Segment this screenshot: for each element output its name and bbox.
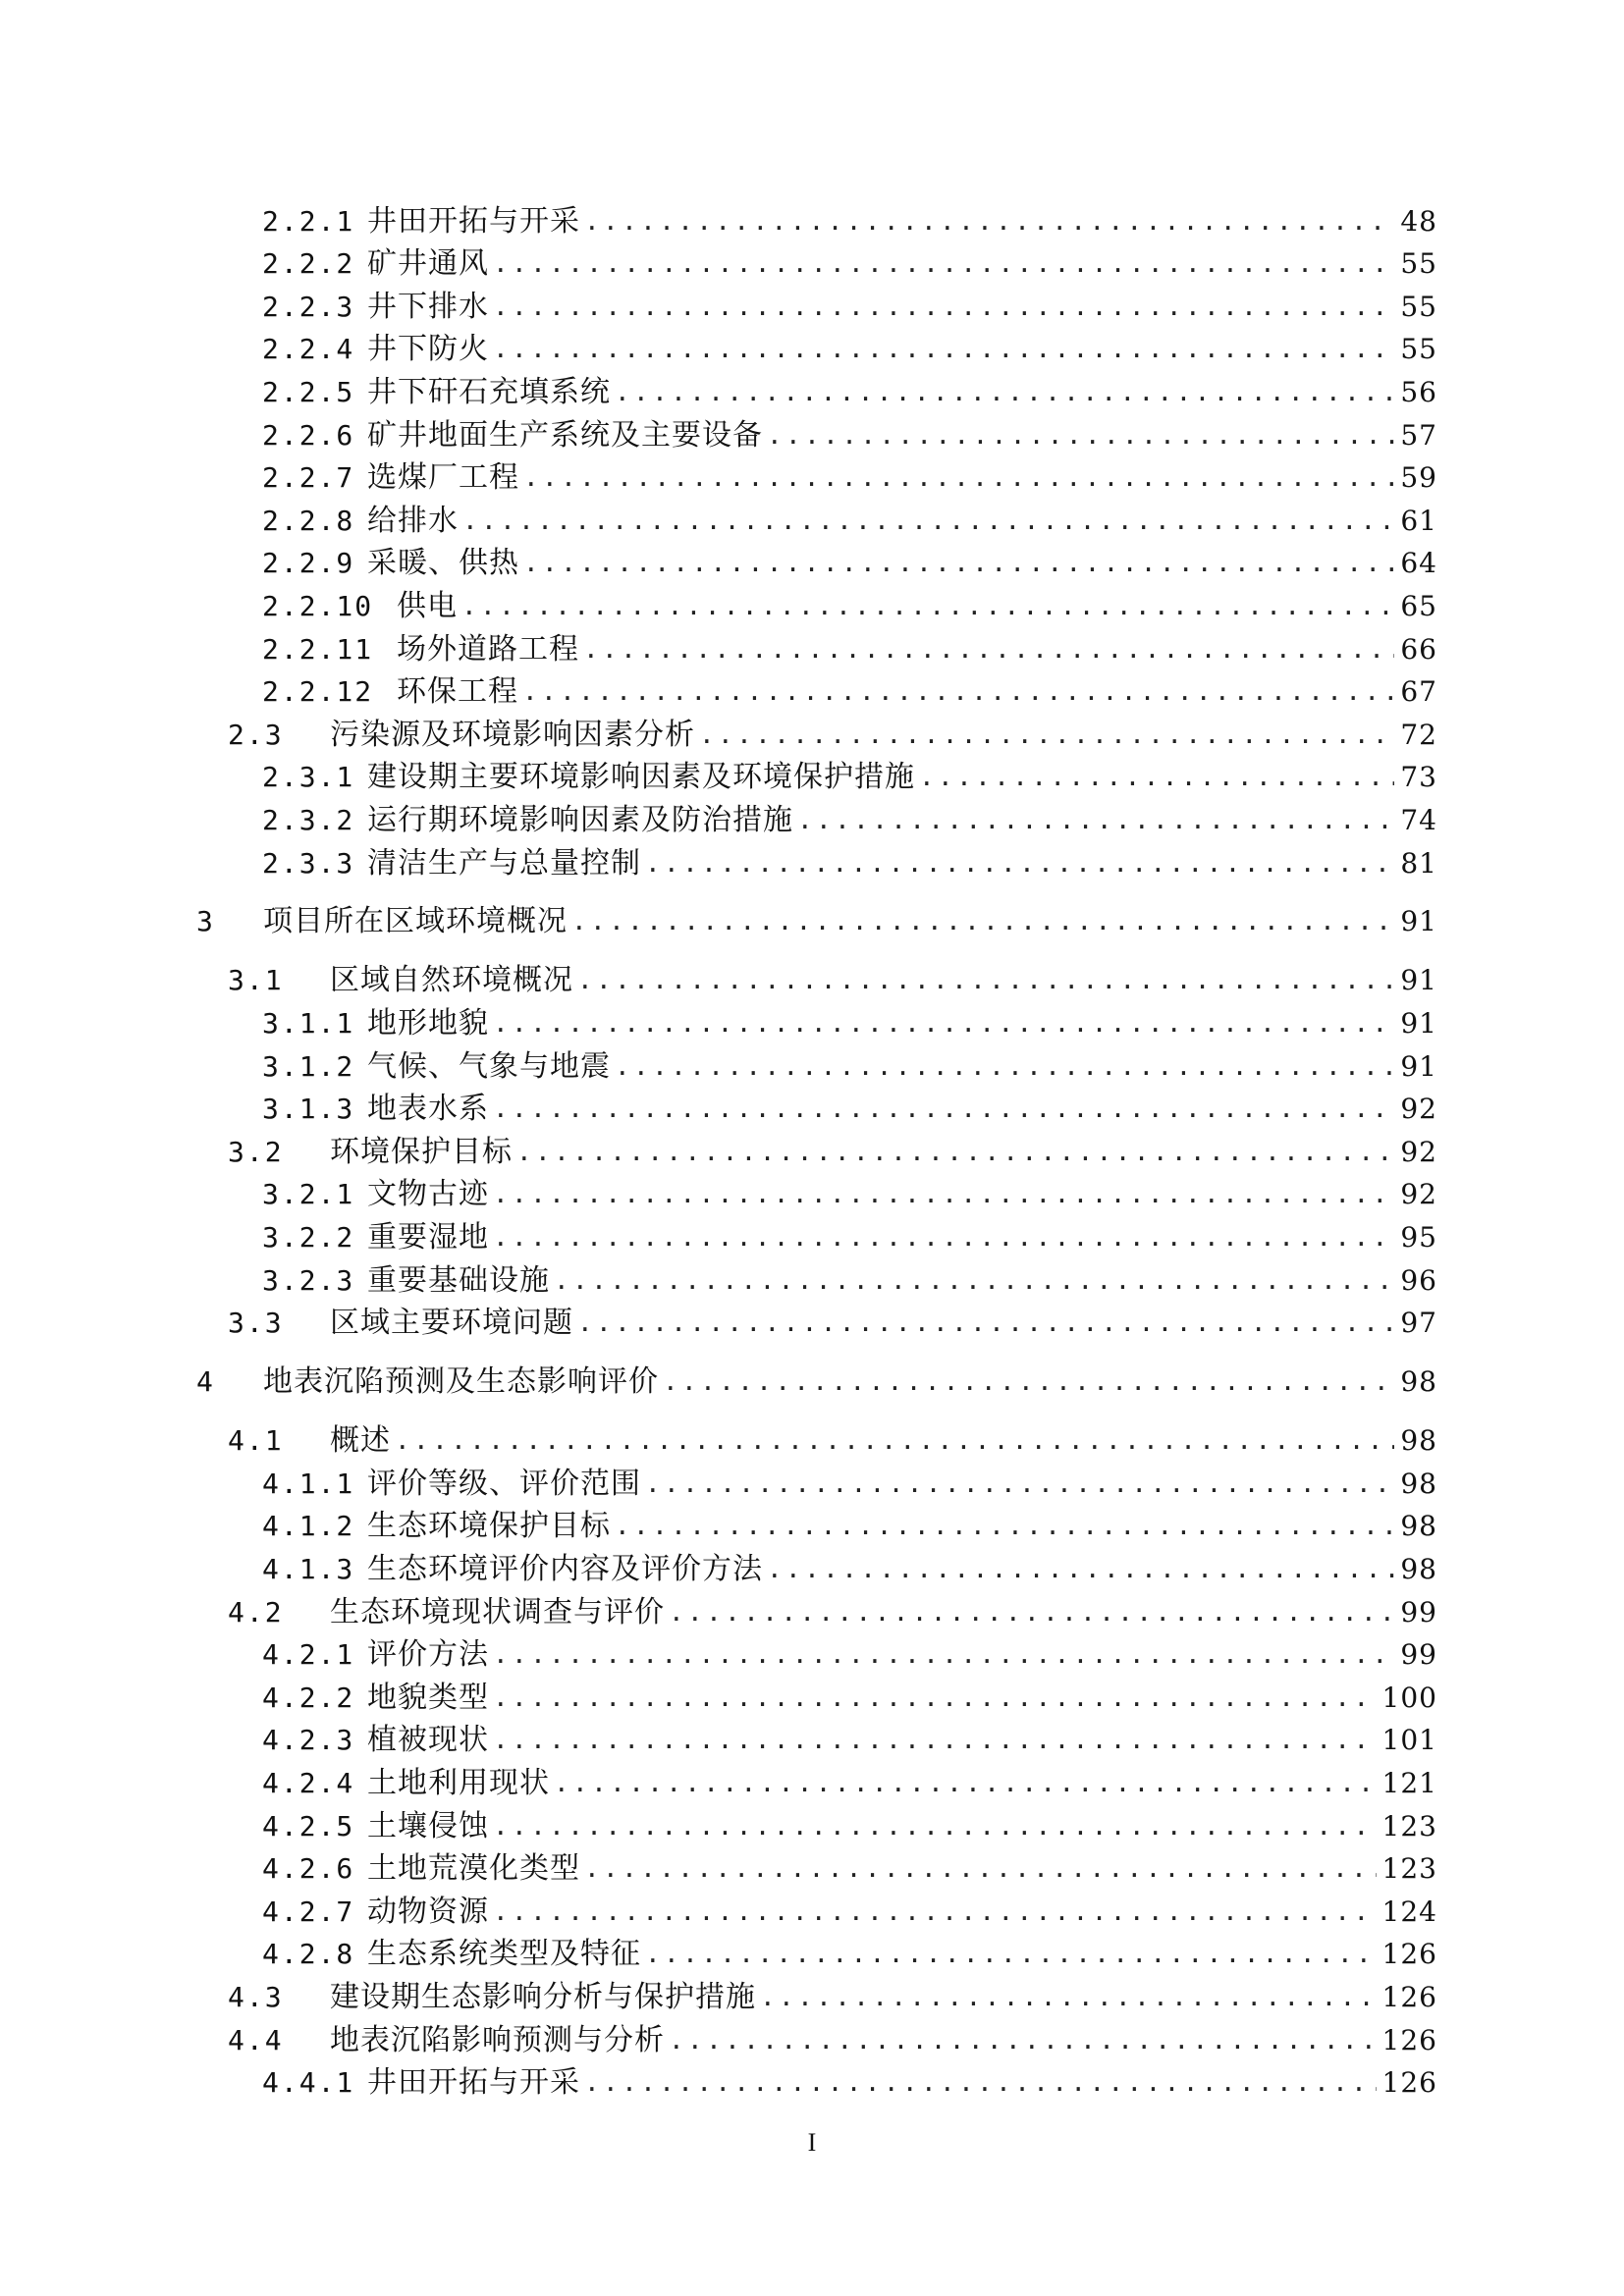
- toc-entry[interactable]: [196, 2060, 1437, 2104]
- toc-entry-title: 概述: [330, 1423, 391, 1459]
- toc-entry-number: 2.2.9: [262, 547, 355, 580]
- toc-entry-title: 区域主要环境问题: [330, 1306, 573, 1341]
- dot-leader: [493, 244, 1394, 284]
- toc-entry-title: 污染源及环境影响因素分析: [330, 717, 695, 752]
- toc-entry-page: 57: [1400, 418, 1437, 452]
- toc-entry[interactable]: [196, 1087, 1437, 1130]
- dot-leader: [919, 758, 1394, 797]
- toc-entry[interactable]: [196, 669, 1437, 713]
- toc-entry-title: 矿井通风: [367, 246, 489, 282]
- toc-entry-page: 92: [1400, 1093, 1437, 1126]
- toc-entry-title: 地表沉陷预测及生态影响评价: [263, 1364, 659, 1400]
- toc-entry-page: 98: [1400, 1467, 1437, 1500]
- toc-entry-number: 4.4: [228, 2023, 284, 2056]
- toc-entry-number: 2.2.6: [262, 418, 355, 452]
- dot-leader: [577, 961, 1394, 1000]
- dot-leader: [523, 458, 1394, 498]
- page-number-footer: I: [807, 2128, 817, 2157]
- dot-leader: [522, 672, 1394, 712]
- toc-entry[interactable]: [196, 1932, 1437, 1975]
- toc-entry[interactable]: [196, 1504, 1437, 1547]
- toc-entry-number: 3.2.3: [262, 1263, 355, 1297]
- toc-entry-page: 126: [1381, 2066, 1437, 2100]
- toc-entry[interactable]: [196, 1214, 1437, 1257]
- toc-entry[interactable]: [196, 755, 1437, 798]
- toc-entry-number: 2.2.4: [262, 333, 355, 366]
- toc-entry-title: 重要基础设施: [367, 1262, 550, 1298]
- toc-entry-page: 98: [1400, 1510, 1437, 1543]
- toc-entry-page: 59: [1400, 461, 1437, 495]
- dot-leader: [493, 1218, 1394, 1257]
- toc-entry-number: 3: [196, 905, 215, 938]
- toc-entry[interactable]: [196, 1418, 1437, 1462]
- toc-entry-title: 生态环境评价内容及评价方法: [367, 1551, 763, 1586]
- toc-entry-page: 126: [1381, 1980, 1437, 2013]
- toc-entry-title: 评价等级、评价范围: [367, 1466, 641, 1501]
- toc-entry-page: 91: [1400, 964, 1437, 997]
- toc-entry[interactable]: [196, 455, 1437, 499]
- toc-entry-title: 项目所在区域环境概况: [263, 904, 568, 939]
- toc-entry[interactable]: [196, 1760, 1437, 1803]
- toc-entry[interactable]: [196, 369, 1437, 412]
- toc-entry-page: 126: [1381, 1938, 1437, 1971]
- dot-leader: [493, 288, 1394, 327]
- toc-entry-page: 55: [1400, 290, 1437, 323]
- dot-leader: [493, 1893, 1377, 1932]
- toc-entry-number: 2.2.11: [262, 632, 374, 666]
- toc-entry-page: 91: [1400, 1007, 1437, 1041]
- toc-entry-title: 矿井地面生产系统及主要设备: [367, 417, 763, 453]
- dot-leader: [615, 1507, 1394, 1546]
- toc-entry-number: 4.3: [228, 1980, 284, 2013]
- toc-entry[interactable]: [196, 327, 1437, 370]
- toc-entry-title: 区域自然环境概况: [330, 963, 573, 998]
- toc-entry-title: 采暖、供热: [367, 546, 519, 581]
- dot-leader: [645, 844, 1394, 883]
- toc-entry-number: 2.2.2: [262, 247, 355, 281]
- dot-leader: [584, 202, 1394, 241]
- table-of-contents: [196, 198, 1437, 2103]
- toc-entry[interactable]: [196, 712, 1437, 755]
- toc-entry[interactable]: [196, 1257, 1437, 1301]
- toc-entry-number: 4.2.4: [262, 1766, 355, 1799]
- toc-entry-number: 4: [196, 1365, 215, 1399]
- dot-leader: [645, 1935, 1377, 1974]
- toc-entry-number: 4.2.2: [262, 1681, 355, 1714]
- dot-leader: [493, 1721, 1377, 1760]
- toc-entry-title: 清洁生产与总量控制: [367, 845, 641, 881]
- dot-leader: [493, 1635, 1394, 1675]
- toc-entry-title: 土壤侵蚀: [367, 1808, 489, 1843]
- toc-entry-page: 55: [1400, 247, 1437, 281]
- toc-entry-page: 91: [1400, 1049, 1437, 1083]
- dot-leader: [699, 716, 1394, 755]
- toc-entry-title: 土地利用现状: [367, 1765, 550, 1800]
- toc-entry-number: 2.3: [228, 718, 284, 751]
- toc-entry[interactable]: [196, 1974, 1437, 2017]
- toc-entry-page: 99: [1400, 1638, 1437, 1672]
- toc-entry-title: 地表沉陷影响预测与分析: [330, 2022, 665, 2057]
- toc-entry-page: 67: [1400, 675, 1437, 709]
- dot-leader: [663, 1362, 1394, 1402]
- toc-entry-title: 环保工程: [397, 674, 518, 710]
- toc-entry-number: 4.1.3: [262, 1552, 355, 1585]
- toc-entry-page: 98: [1400, 1552, 1437, 1585]
- toc-entry[interactable]: [196, 241, 1437, 285]
- toc-entry-title: 文物古迹: [367, 1177, 489, 1212]
- toc-entry-page: 123: [1381, 1809, 1437, 1842]
- toc-entry-page: 66: [1400, 632, 1437, 666]
- toc-entry-title: 生态环境保护目标: [367, 1509, 611, 1544]
- toc-entry-number: 3.2: [228, 1135, 284, 1168]
- toc-entry[interactable]: [196, 284, 1437, 327]
- toc-entry[interactable]: [196, 1461, 1437, 1504]
- toc-entry-number: 4.2.1: [262, 1638, 355, 1672]
- dot-leader: [523, 544, 1394, 583]
- toc-entry-page: 101: [1381, 1724, 1437, 1757]
- toc-entry[interactable]: [196, 626, 1437, 669]
- toc-entry-number: 2.3.1: [262, 761, 355, 794]
- toc-entry-number: 2.2.8: [262, 504, 355, 537]
- toc-entry[interactable]: [196, 2017, 1437, 2060]
- toc-entry-title: 井田开拓与开采: [367, 2065, 580, 2101]
- toc-entry-number: 4.2.3: [262, 1724, 355, 1757]
- dot-leader: [516, 1133, 1394, 1172]
- toc-entry-page: 126: [1381, 2023, 1437, 2056]
- toc-entry-page: 98: [1400, 1365, 1437, 1399]
- toc-entry[interactable]: [196, 1632, 1437, 1676]
- toc-entry-title: 建设期生态影响分析与保护措施: [330, 1979, 756, 2014]
- toc-entry-page: 98: [1400, 1424, 1437, 1458]
- toc-entry[interactable]: [196, 797, 1437, 840]
- toc-entry-title: 地形地貌: [367, 1006, 489, 1041]
- toc-entry-title: 动物资源: [367, 1894, 489, 1929]
- toc-entry-number: 4.1.2: [262, 1510, 355, 1543]
- toc-entry-title: 建设期主要环境影响因素及环境保护措施: [367, 760, 915, 795]
- dot-leader: [462, 502, 1394, 541]
- toc-entry[interactable]: [196, 1675, 1437, 1718]
- dot-leader: [493, 1679, 1377, 1718]
- dot-leader: [554, 1261, 1394, 1301]
- dot-leader: [571, 902, 1394, 941]
- dot-leader: [493, 1175, 1394, 1214]
- toc-entry-page: 61: [1400, 504, 1437, 537]
- dot-leader: [669, 2021, 1377, 2060]
- toc-entry-number: 4.2: [228, 1595, 284, 1629]
- toc-entry-number: 2.2.1: [262, 204, 355, 238]
- toc-entry-number: 2.2.7: [262, 461, 355, 495]
- toc-entry[interactable]: [196, 840, 1437, 883]
- toc-entry-page: 81: [1400, 846, 1437, 880]
- toc-entry[interactable]: [196, 1000, 1437, 1043]
- toc-entry-title: 场外道路工程: [397, 631, 579, 667]
- toc-entry-number: 3.1.3: [262, 1093, 355, 1126]
- toc-entry[interactable]: [196, 1043, 1437, 1087]
- toc-entry-page: 56: [1400, 375, 1437, 408]
- dot-leader: [669, 1593, 1394, 1632]
- toc-entry-page: 121: [1381, 1766, 1437, 1799]
- toc-entry[interactable]: [196, 1129, 1437, 1172]
- dot-leader: [554, 1764, 1377, 1803]
- toc-entry-title: 供电: [397, 588, 458, 623]
- toc-entry-chapter[interactable]: [196, 899, 1437, 942]
- toc-entry[interactable]: [196, 1889, 1437, 1932]
- toc-entry-number: 2.2.10: [262, 589, 374, 622]
- toc-entry-number: 4.1.1: [262, 1467, 355, 1500]
- toc-entry-title: 生态系统类型及特征: [367, 1937, 641, 1972]
- dot-leader: [493, 1004, 1394, 1043]
- toc-entry[interactable]: [196, 1301, 1437, 1344]
- toc-entry-number: 4.2.6: [262, 1852, 355, 1886]
- toc-entry-page: 74: [1400, 803, 1437, 836]
- dot-leader: [461, 587, 1394, 626]
- toc-entry-title: 井下矸石充填系统: [367, 374, 611, 409]
- toc-entry-number: 2.2.3: [262, 290, 355, 323]
- toc-entry-page: 73: [1400, 761, 1437, 794]
- toc-entry-number: 4.2.5: [262, 1809, 355, 1842]
- toc-entry-title: 选煤厂工程: [367, 460, 519, 496]
- toc-entry-number: 2.2.5: [262, 375, 355, 408]
- dot-leader: [584, 1849, 1377, 1889]
- toc-entry-number: 2.2.12: [262, 675, 374, 709]
- toc-entry-title: 重要湿地: [367, 1220, 489, 1255]
- toc-entry-title: 给排水: [367, 503, 459, 538]
- toc-entry-page: 124: [1381, 1895, 1437, 1928]
- toc-entry-page: 123: [1381, 1852, 1437, 1886]
- toc-entry-number: 4.2.7: [262, 1895, 355, 1928]
- dot-leader: [395, 1421, 1394, 1461]
- toc-entry[interactable]: [196, 1846, 1437, 1890]
- dot-leader: [760, 1978, 1377, 2017]
- toc-entry[interactable]: [196, 583, 1437, 626]
- toc-entry-title: 环境保护目标: [330, 1134, 513, 1169]
- toc-entry-page: 91: [1400, 905, 1437, 938]
- toc-entry[interactable]: [196, 198, 1437, 241]
- dot-leader: [577, 1304, 1394, 1343]
- toc-entry-title: 地表水系: [367, 1092, 489, 1127]
- toc-entry[interactable]: [196, 1589, 1437, 1632]
- toc-entry-number: 4.2.8: [262, 1938, 355, 1971]
- toc-entry[interactable]: [196, 498, 1437, 541]
- dot-leader: [493, 1090, 1394, 1129]
- toc-entry-page: 97: [1400, 1307, 1437, 1340]
- toc-entry-title: 气候、气象与地震: [367, 1048, 611, 1084]
- toc-entry-number: 3.1: [228, 964, 284, 997]
- toc-entry-page: 96: [1400, 1263, 1437, 1297]
- toc-entry[interactable]: [196, 958, 1437, 1001]
- dot-leader: [615, 373, 1394, 412]
- toc-entry-page: 64: [1400, 547, 1437, 580]
- toc-entry-page: 65: [1400, 589, 1437, 622]
- toc-entry-title: 土地荒漠化类型: [367, 1851, 580, 1887]
- toc-entry[interactable]: [196, 1803, 1437, 1846]
- dot-leader: [797, 801, 1394, 840]
- toc-entry-page: 92: [1400, 1178, 1437, 1211]
- dot-leader: [615, 1047, 1394, 1087]
- dot-leader: [645, 1465, 1394, 1504]
- toc-entry-number: 3.2.2: [262, 1221, 355, 1255]
- toc-entry-number: 3.1.1: [262, 1007, 355, 1041]
- toc-entry-chapter[interactable]: [196, 1360, 1437, 1403]
- dot-leader: [767, 1550, 1394, 1589]
- toc-entry-page: 99: [1400, 1595, 1437, 1629]
- toc-entry[interactable]: [196, 1172, 1437, 1215]
- toc-entry-number: 3.1.2: [262, 1049, 355, 1083]
- toc-entry-number: 2.3.2: [262, 803, 355, 836]
- toc-entry[interactable]: [196, 1718, 1437, 1761]
- dot-leader: [493, 1807, 1377, 1846]
- dot-leader: [493, 330, 1394, 369]
- toc-entry-page: 92: [1400, 1135, 1437, 1168]
- toc-entry[interactable]: [196, 412, 1437, 455]
- toc-entry-number: 4.4.1: [262, 2066, 355, 2100]
- dot-leader: [767, 416, 1394, 455]
- toc-entry-title: 运行期环境影响因素及防治措施: [367, 802, 793, 837]
- toc-entry-title: 井下排水: [367, 289, 489, 324]
- toc-entry[interactable]: [196, 1546, 1437, 1589]
- toc-entry-page: 100: [1381, 1681, 1437, 1714]
- toc-entry-title: 地貌类型: [367, 1680, 489, 1715]
- toc-entry-title: 生态环境现状调查与评价: [330, 1594, 665, 1629]
- toc-entry-title: 井下防火: [367, 332, 489, 367]
- dot-leader: [583, 630, 1394, 669]
- toc-entry-number: 3.2.1: [262, 1178, 355, 1211]
- toc-entry-number: 4.1: [228, 1424, 284, 1458]
- toc-entry-page: 72: [1400, 718, 1437, 751]
- toc-entry-page: 95: [1400, 1221, 1437, 1255]
- toc-entry-number: 2.3.3: [262, 846, 355, 880]
- dot-leader: [584, 2063, 1377, 2103]
- toc-entry-page: 55: [1400, 333, 1437, 366]
- toc-entry[interactable]: [196, 541, 1437, 584]
- toc-entry-number: 3.3: [228, 1307, 284, 1340]
- toc-entry-title: 植被现状: [367, 1723, 489, 1758]
- toc-entry-title: 评价方法: [367, 1637, 489, 1673]
- toc-entry-page: 48: [1400, 204, 1437, 238]
- toc-entry-title: 井田开拓与开采: [367, 203, 580, 239]
